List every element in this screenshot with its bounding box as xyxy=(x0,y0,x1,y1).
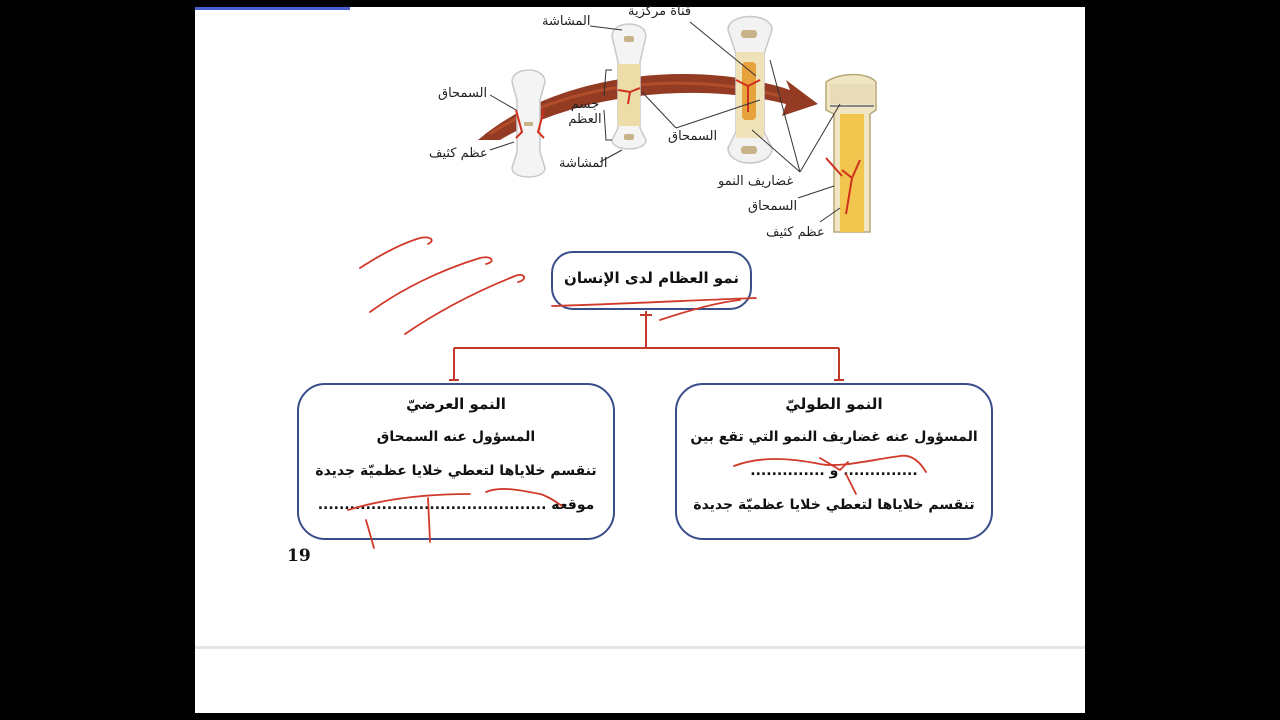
transverse-growth-heading: النمو العرضيّ xyxy=(406,395,506,413)
longitudinal-growth-division: تنقسم خلاياها لتعطي خلايا عظميّة جديدة xyxy=(693,497,975,513)
between-blank-1: .............. xyxy=(843,463,918,479)
handwriting-stroke xyxy=(366,520,374,548)
label-epiphysis-top: المشاشة xyxy=(542,14,591,29)
handwriting-stroke xyxy=(486,489,562,506)
label-periosteum-mid: السمحاق xyxy=(668,129,718,144)
between-blank-2: .............. xyxy=(750,463,825,479)
label-epiphysis-bottom: المشاشة xyxy=(559,156,608,171)
concept-title: نمو العظام لدى الإنسان xyxy=(564,269,739,287)
transverse-growth-division: تنقسم خلاياها لتعطي خلايا عظميّة جديدة xyxy=(315,463,597,479)
handwriting-stroke xyxy=(428,498,430,542)
between-conjunction: و xyxy=(829,463,839,479)
label-central-canal: قناة مركزية xyxy=(628,4,692,19)
label-growth-cartilage: غضاريف النمو xyxy=(718,174,794,189)
location-blank: ........................................... xyxy=(317,497,547,513)
handwriting-stroke xyxy=(348,494,470,510)
longitudinal-growth-heading: النمو الطوليّ xyxy=(785,395,883,413)
handwriting-stroke xyxy=(405,275,524,334)
label-periosteum-left: السمحاق xyxy=(438,86,488,101)
label-bone-body: جسم العظم xyxy=(568,97,602,127)
handwriting-stroke xyxy=(360,237,432,268)
transverse-growth-responsible: المسؤول عنه السمحاق xyxy=(376,429,536,445)
longitudinal-growth-responsible: المسؤول عنه غضاريف النمو التي تقع بين xyxy=(690,429,978,445)
label-periosteum-right: السمحاق xyxy=(748,199,798,214)
handwriting-stroke xyxy=(370,257,492,312)
label-compact-bone-right: عظم كثيف xyxy=(766,225,825,240)
page-number: 19 xyxy=(287,546,311,566)
handwriting-stroke xyxy=(660,300,740,320)
location-label: موقعه xyxy=(551,497,595,513)
label-compact-bone-left: عظم كثيف xyxy=(429,146,488,161)
